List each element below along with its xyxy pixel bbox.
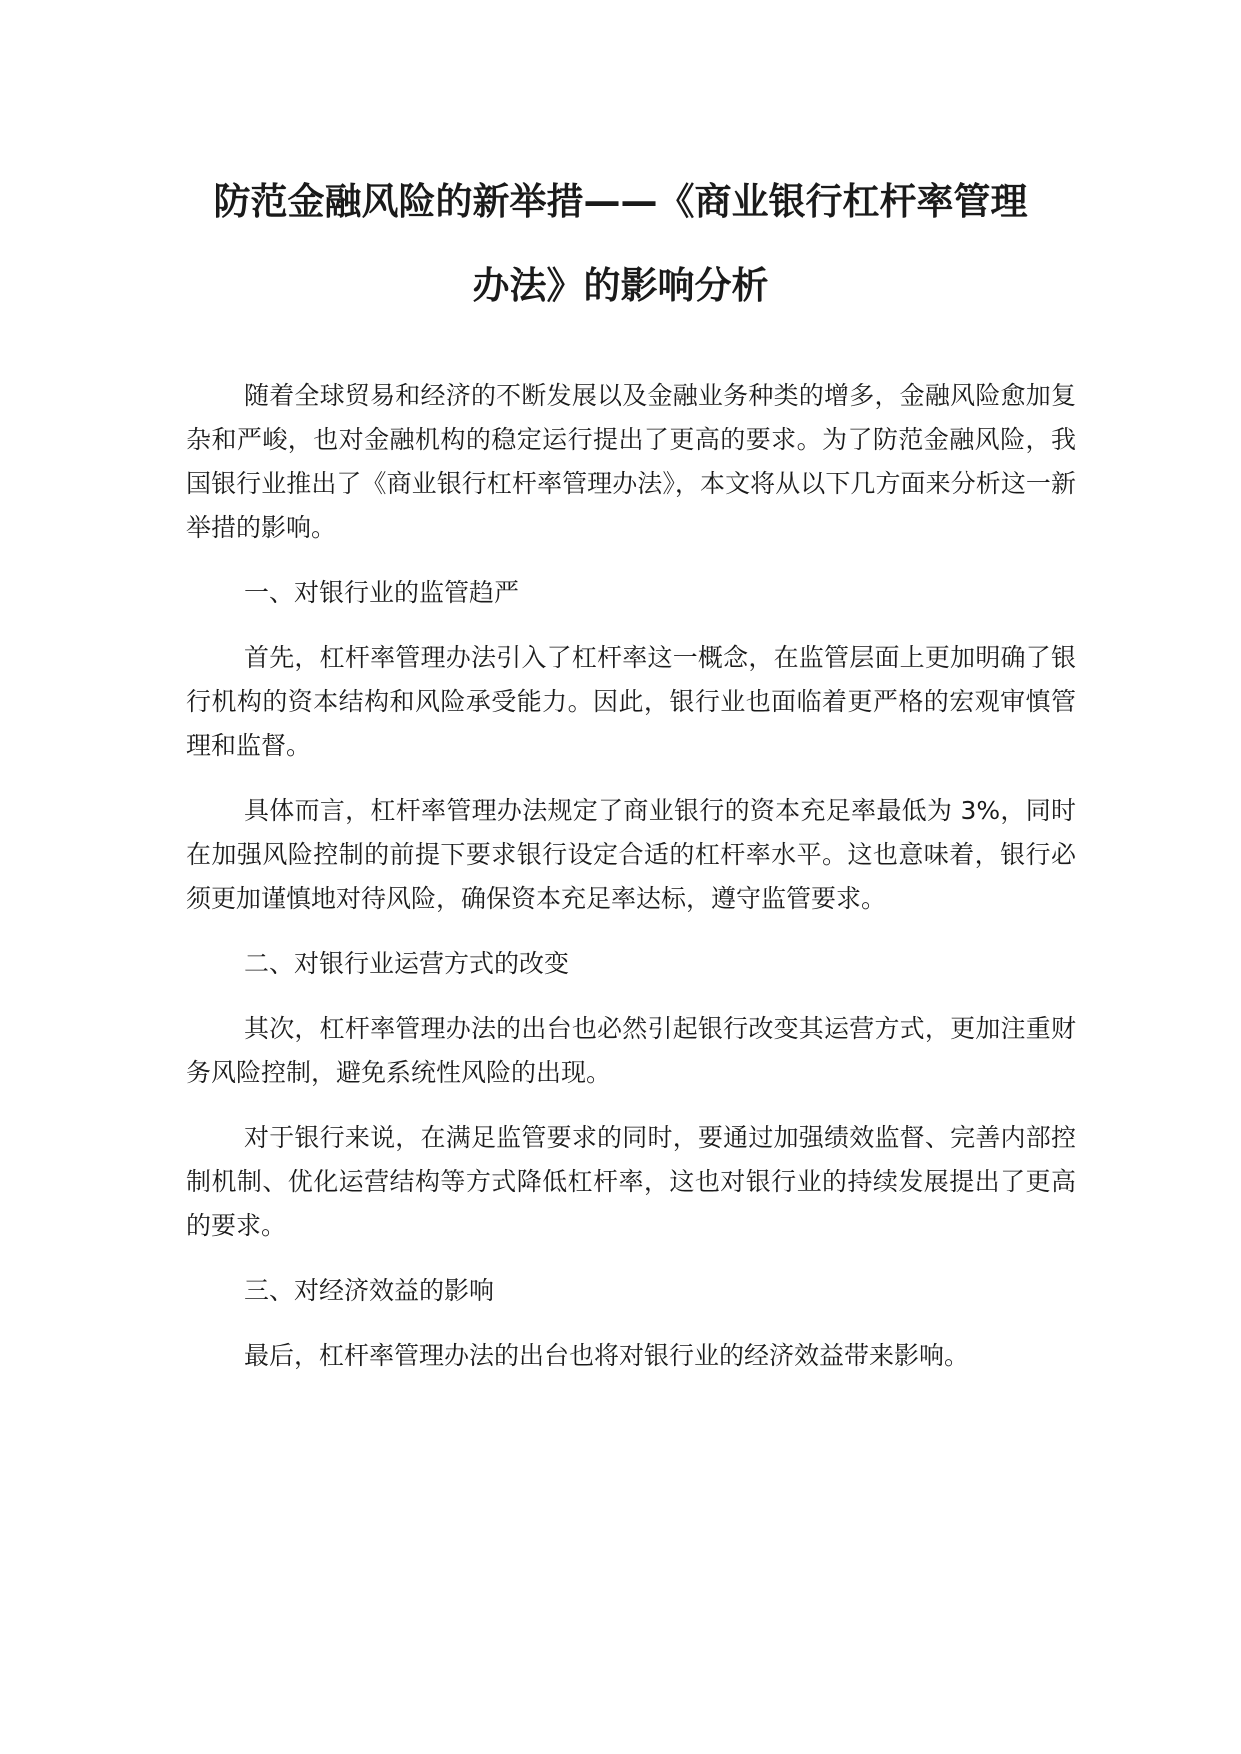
document-title-line-1: 防范金融风险的新举措——《商业银行杠杆率管理 xyxy=(213,180,1028,223)
body-paragraph: 具体而言，杠杆率管理办法规定了商业银行的资本充足率最低为 3%，同时在加强风险控制的前提下要求银行设定合适的杠杆率水平。这也意味着，银行必须更加谨慎地对待风险，确保资本充足率达标，遵守监管要求。 xyxy=(186,796,1076,913)
document-body xyxy=(186,374,1076,1399)
intro-paragraph: 随着全球贸易和经济的不断发展以及金融业务种类的增多，金融风险愈加复杂和严峻，也对金融机构的稳定运行提出了更高的要求。为了防范金融风险，我国银行业推出了《商业银行杠杆率管理办法》，本文将从以下几方面来分析这一新举措的影响。 xyxy=(186,381,1076,542)
section-heading-3: 三、对经济效益的影响 xyxy=(244,1276,495,1305)
document-title-line-2: 办法》的影响分析 xyxy=(472,264,769,307)
section-heading-1: 一、对银行业的监管趋严 xyxy=(244,578,520,607)
body-paragraph: 对于银行来说，在满足监管要求的同时，要通过加强绩效监督、完善内部控制机制、优化运营结构等方式降低杠杆率，这也对银行业的持续发展提出了更高的要求。 xyxy=(186,1123,1076,1240)
section-heading-2: 二、对银行业运营方式的改变 xyxy=(244,949,570,978)
body-paragraph: 其次，杠杆率管理办法的出台也必然引起银行改变其运营方式，更加注重财务风险控制，避免系统性风险的出现。 xyxy=(186,1014,1076,1087)
body-paragraph: 最后，杠杆率管理办法的出台也将对银行业的经济效益带来影响。 xyxy=(244,1341,970,1370)
body-paragraph: 首先，杠杆率管理办法引入了杠杆率这一概念，在监管层面上更加明确了银行机构的资本结构和风险承受能力。因此，银行业也面临着更严格的宏观审慎管理和监督。 xyxy=(186,643,1076,760)
